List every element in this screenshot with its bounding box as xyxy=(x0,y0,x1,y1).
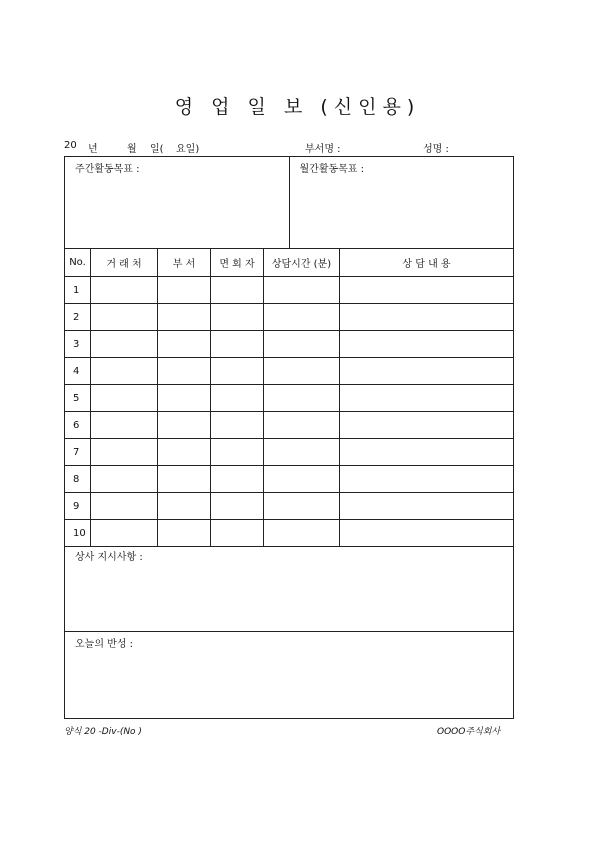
reflection-section[interactable] xyxy=(64,632,514,719)
table-row xyxy=(65,520,514,547)
header-no: No. xyxy=(65,249,91,277)
client-cell[interactable] xyxy=(91,439,158,466)
department-cell[interactable] xyxy=(158,304,211,331)
client-cell[interactable] xyxy=(91,493,158,520)
client-cell[interactable] xyxy=(91,385,158,412)
content-cell[interactable] xyxy=(340,493,514,520)
client-cell[interactable] xyxy=(91,358,158,385)
table-row xyxy=(65,466,514,493)
person-cell[interactable] xyxy=(211,277,264,304)
table-row xyxy=(65,304,514,331)
day-label: 일( xyxy=(150,144,164,155)
time-cell[interactable] xyxy=(264,466,340,493)
person-cell[interactable] xyxy=(211,520,264,547)
name-label: 성명 : xyxy=(423,144,449,155)
row-number: 7 xyxy=(65,439,91,466)
person-cell[interactable] xyxy=(211,493,264,520)
department-cell[interactable] xyxy=(158,385,211,412)
department-label: 부서명 : xyxy=(305,144,341,155)
row-number: 4 xyxy=(65,358,91,385)
row-number: 10 xyxy=(65,520,91,547)
table-row xyxy=(65,385,514,412)
row-number: 8 xyxy=(65,466,91,493)
header-person: 면 회 자 xyxy=(211,249,264,277)
time-cell[interactable] xyxy=(264,412,340,439)
person-cell[interactable] xyxy=(211,304,264,331)
company-name: OOOO주식회사 xyxy=(437,727,501,737)
table-row xyxy=(65,412,514,439)
person-cell[interactable] xyxy=(211,358,264,385)
row-number: 1 xyxy=(65,277,91,304)
instructions-section[interactable] xyxy=(64,545,514,632)
table-row xyxy=(65,493,514,520)
time-cell[interactable] xyxy=(264,277,340,304)
department-cell[interactable] xyxy=(158,412,211,439)
content-cell[interactable] xyxy=(340,412,514,439)
time-cell[interactable] xyxy=(264,304,340,331)
client-cell[interactable] xyxy=(91,520,158,547)
visit-table xyxy=(64,248,514,547)
content-cell[interactable] xyxy=(340,304,514,331)
weekly-goal-field[interactable] xyxy=(65,157,289,248)
table-header-row xyxy=(65,249,514,277)
date-prefix: 20 xyxy=(64,140,77,151)
table-row xyxy=(65,277,514,304)
header-time: 상담시간 (분) xyxy=(264,249,340,277)
person-cell[interactable] xyxy=(211,466,264,493)
time-cell[interactable] xyxy=(264,385,340,412)
content-cell[interactable] xyxy=(340,439,514,466)
person-cell[interactable] xyxy=(211,412,264,439)
year-label: 년 xyxy=(88,144,98,155)
content-cell[interactable] xyxy=(340,520,514,547)
time-cell[interactable] xyxy=(264,331,340,358)
client-cell[interactable] xyxy=(91,304,158,331)
reflection-label: 오늘의 반성 : xyxy=(75,639,134,650)
table-row xyxy=(65,331,514,358)
time-cell[interactable] xyxy=(264,439,340,466)
person-cell[interactable] xyxy=(211,331,264,358)
monthly-goal-field[interactable] xyxy=(289,157,514,248)
form-number: 양식 20 -Div-(No ) xyxy=(64,727,142,737)
goals-section xyxy=(64,156,514,249)
row-number: 9 xyxy=(65,493,91,520)
department-cell[interactable] xyxy=(158,331,211,358)
row-number: 5 xyxy=(65,385,91,412)
row-number: 3 xyxy=(65,331,91,358)
content-cell[interactable] xyxy=(340,466,514,493)
client-cell[interactable] xyxy=(91,412,158,439)
department-cell[interactable] xyxy=(158,277,211,304)
time-cell[interactable] xyxy=(264,358,340,385)
time-cell[interactable] xyxy=(264,520,340,547)
header-content: 상 담 내 용 xyxy=(340,249,514,277)
department-cell[interactable] xyxy=(158,466,211,493)
department-cell[interactable] xyxy=(158,493,211,520)
row-number: 2 xyxy=(65,304,91,331)
page-title: 영 업 일 보 (신인용) xyxy=(174,96,421,118)
header-department: 부 서 xyxy=(158,249,211,277)
client-cell[interactable] xyxy=(91,331,158,358)
table-row xyxy=(65,439,514,466)
time-cell[interactable] xyxy=(264,493,340,520)
person-cell[interactable] xyxy=(211,385,264,412)
client-cell[interactable] xyxy=(91,466,158,493)
monthly-goal-label: 월간활동목표 : xyxy=(299,164,365,175)
content-cell[interactable] xyxy=(340,385,514,412)
header-client: 거 래 처 xyxy=(91,249,158,277)
content-cell[interactable] xyxy=(340,358,514,385)
row-number: 6 xyxy=(65,412,91,439)
department-cell[interactable] xyxy=(158,358,211,385)
department-cell[interactable] xyxy=(158,520,211,547)
client-cell[interactable] xyxy=(91,277,158,304)
content-cell[interactable] xyxy=(340,277,514,304)
department-cell[interactable] xyxy=(158,439,211,466)
instructions-label: 상사 지시사항 : xyxy=(75,552,143,563)
person-cell[interactable] xyxy=(211,439,264,466)
weekday-label: 요일) xyxy=(176,144,200,155)
table-row xyxy=(65,358,514,385)
month-label: 월 xyxy=(127,144,137,155)
content-cell[interactable] xyxy=(340,331,514,358)
weekly-goal-label: 주간활동목표 : xyxy=(75,164,140,175)
